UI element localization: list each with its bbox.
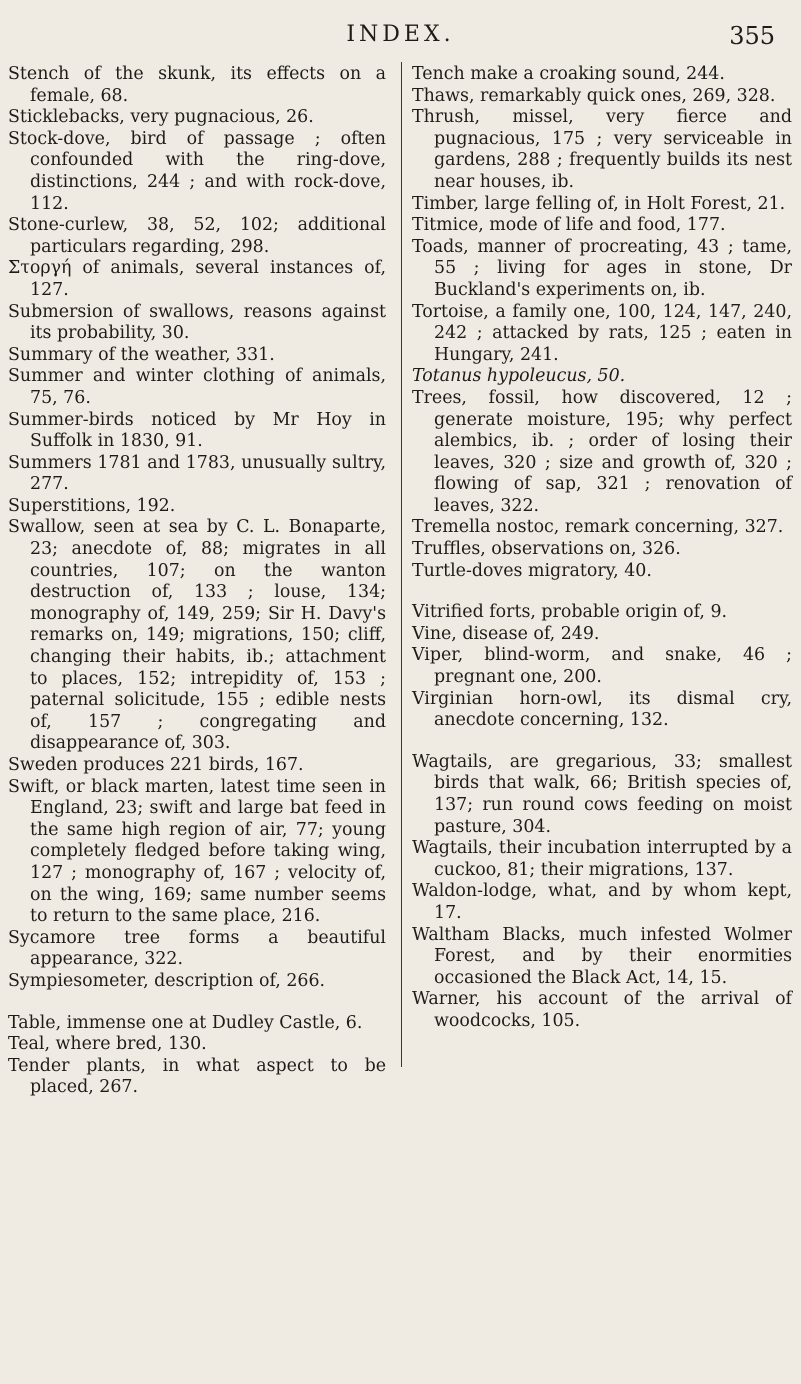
index-entry: Totanus hypoleucus, 50. [412,366,626,387]
index-entry: Timber, large felling of, in Holt Forest, 21. [412,193,786,214]
page-number: 355 [729,22,775,50]
index-entry: Truffles, observations on, 326. [412,539,681,560]
index-entry: Tender plants, in what aspect to be placed, 267. [8,1055,386,1098]
index-entry: Vitrified forts, probable origin of, 9. [412,602,728,623]
index-entry: Thrush, missel, very fierce and pugnacious, 175 ; very serviceable in gardens, 288 ; frequently builds its nest near houses, ib. [412,107,792,192]
index-entry: Stone-curlew, 38, 52, 102; additional particulars regarding, 298. [8,215,386,257]
index-entry: Swift, or black marten, latest time seen in England, 23; swift and large bat feed in the same high region of air, 77; young completely fledged before taking wing, 127 ; monography of, 167 ; velocity of, on the wing, 169; same number seems to return to the same place, 216. [8,776,386,927]
index-entry: Trees, fossil, how discovered, 12 ; generate moisture, 195; why perfect alembics, ib. ; order of losing their leaves, 320 ; size and growth of, 320 ; flowing of sap, 321 ; renovation of leaves, 322. [412,387,792,516]
index-entry: Stock-dove, bird of passage ; often confounded with the ring-dove, distinctions, 244 ; and with rock-dove, 112. [8,128,386,214]
index-entry: Tench make a croaking sound, 244. [412,64,725,84]
index-entry: Swallow, seen at sea by C. L. Bonaparte, 23; anecdote of, 88; migrates in all countries, 107; on the wanton destruction of, 133 ; louse, 134; monography of, 149, 259; Sir H. Davy's remarks on, 149; migrations, 150; cliff, changing their habits, ib.; attachment to places, 152; intrepidity of, 153 ; paternal solicitude, 155 ; edible nests of, 157 ; congregating and disappearance of, 303. [8,517,386,754]
index-entry: Wagtails, their incubation interrupted by a cuckoo, 81; their migrations, 137. [412,838,792,880]
index-entry: Table, immense one at Dudley Castle, 6. [8,1012,363,1033]
index-entry: Titmice, mode of life and food, 177. [412,215,726,236]
index-entry: Tortoise, a family one, 100, 124, 147, 240, 242 ; attacked by rats, 125 ; eaten in Hungary, 241. [412,301,792,365]
index-entry: Toads, manner of procreating, 43 ; tame, 55 ; living for ages in stone, Dr Buckland's experiments on, ib. [412,236,792,300]
index-entry: Waltham Blacks, much infested Wolmer Forest, and by their enormities occasioned the Black Act, 14, 15. [412,924,792,988]
column-divider [401,62,402,1067]
left-column [8,64,386,1099]
index-entry: Teal, where bred, 130. [8,1034,207,1055]
index-entry: Summary of the weather, 331. [8,344,275,365]
index-entry: Virginian horn-owl, its dismal cry, anecdote concerning, 132. [412,688,792,731]
index-entry: Wagtails, are gregarious, 33; smallest birds that walk, 66; British species of, 137; run round cows feeding on moist pasture, 304. [412,751,792,837]
index-entry: Sweden produces 221 birds, 167. [8,755,304,775]
right-column [412,64,792,1033]
index-entry: Waldon-lodge, what, and by whom kept, 17. [412,881,792,923]
index-entry: Στοργή of animals, several instances of, 127. [8,258,386,300]
index-entry: Summers 1781 and 1783, unusually sultry, 277. [8,452,386,495]
running-title: INDEX. [346,22,455,47]
index-entry: Warner, his account of the arrival of woodcocks, 105. [412,989,792,1031]
index-entry: Stench of the skunk, its effects on a female, 68. [8,64,386,106]
index-entry: Viper, blind-worm, and snake, 46 ; pregnant one, 200. [412,645,792,688]
index-entry: Sycamore tree forms a beautiful appearance, 322. [8,927,386,970]
index-entry: Turtle-doves migratory, 40. [412,560,652,581]
page-header [0,18,801,58]
index-entry: Sympiesometer, description of, 266. [8,970,326,991]
index-entry: Submersion of swallows, reasons against its probability, 30. [8,301,386,344]
index-entry: Tremella nostoc, remark concerning, 327. [412,517,784,538]
index-entry: Sticklebacks, very pugnacious, 26. [8,107,314,128]
index-entry: Vine, disease of, 249. [412,623,600,644]
index-entry: Summer-birds noticed by Mr Hoy in Suffolk in 1830, 91. [8,409,386,452]
index-entry: Summer and winter clothing of animals, 75, 76. [8,366,386,408]
index-entry: Thaws, remarkably quick ones, 269, 328. [412,85,776,106]
index-entry: Superstitions, 192. [8,495,176,516]
